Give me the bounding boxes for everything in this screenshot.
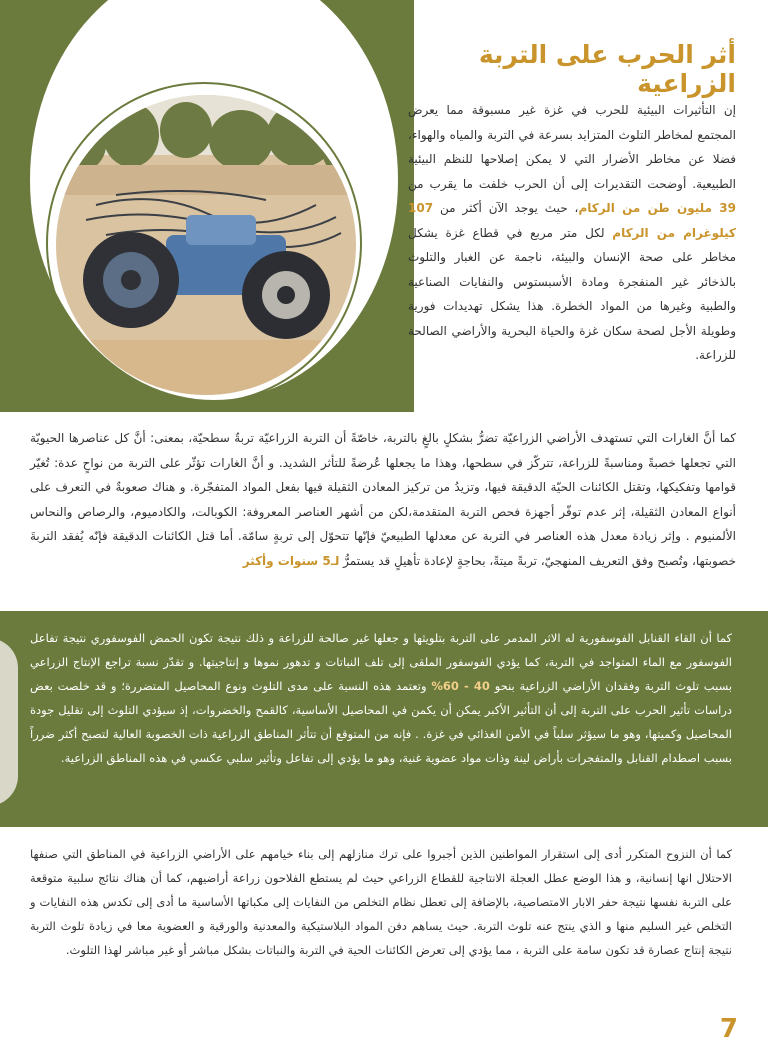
recovery-years-highlight: لـ5 سنوات وأكثر — [242, 553, 340, 568]
rubble-tons-highlight: 39 مليون طن من الركام — [578, 201, 736, 215]
production-decline-highlight: 40 - 60% — [431, 679, 490, 693]
airstrikes-text: كما أنَّ الغارات التي تستهدف الأراضي الزراعيّة تضرُّ بشكلٍ بالغٍ بالتربة، خاصّةً أن التربة الزراعيّة تربةٌ سطحيّة، بمعنى: أنَّ كل عناصرها الحيويّة التي تجعلها خصبةً ومناسبةً للزراعة، تتركّز في سطحها، وهذا ما يجعلها عُرضةً للتأثر الشديد. و أنَّ الغارات تؤثّر على التربة من نواحٍ عدة: تُغيّر قوامها وتفكيكها، وتقتل الكائنات الحيّة الدقيقة فيها، وتزيدُ من تركيز المعادن الثقيلة فيها بفعل المواد المتفجّرة. و هناك صعوبةٌ في التعرف على أنواع المعادن الثقيلة، إثر عدم توفّر أجهزة فحص التربة المتقدمة،لكن من أشهر العناصر المعروفة: الكوبالت، والكادميوم، والرصاص والنحاس الألمنيوم . وإثر زيادة معدل هذه العناصر في التربة عن معدلها الطبيعيّ فإنّها تتحوّل إلى تربةٍ سامّة. أما قتل الكائنات الدقيقة فإنّه يُفقد التربةَ خصوبتها، وتُصبح وفق التعريف المنهجيّ، تربةً ميتةً، بحاجةٍ لإعادة تأهيلٍ قد يستمرُّ — [30, 431, 736, 568]
phosphorus-text-a: كما أن القاء القنابل الفوسفورية له الاثر المدمر على التربة بتلويثها و جعلها غير صالحة للزراعة و ذلك نتيجة تكون الحمض الفوسفوري نتيجة تفاعل الفوسفور مع الماء المتواجد في التربة، كما يؤدي الفوسفور الملقى إلى تلف النباتات و تدهور نموها و إنتاجيتها. و تقدّر نسبة تراجع الإنتاج الزراعي بسبب تلوث التربة وفقدان الأراضي الزراعية بنحو — [30, 631, 733, 693]
phosphorus-text-c: وتعتمد هذه النسبة على مدى التلوث ونوع المحاصيل المتضررة؛ و قد خلصت بعض دراسات تأثير الحرب على التربة إلى أن التأثير الأكبر يمكن أن يكمن في المحاصيل الأساسية، كالقمح والخضروات، إذ سيؤدي التلوث إلى تقليل جودة المحاصيل وكميتها، وهو ما سيؤثر سلباً في الأمن الغذائي في غزة. . فإنه من المتوقع أن تتأثر المناطق الزراعية ذات الخصوبة العالية لتصبح أكثر ضرراً بسبب اصطدام القنابل والمتفجرات بأراض لينة وذات مواد عضوية غنية، وهو ما يؤدي إلى تفاعل وتأثير سلبي عكسي في هذه المناطق الزراعية. — [30, 679, 732, 765]
destroyed-tractor-photo — [56, 95, 356, 395]
intro-paragraph — [408, 98, 736, 368]
rubble-per-sqm-highlight: 107 كيلوغرام من الركام — [408, 201, 737, 240]
phosphorus-paragraph — [30, 626, 732, 770]
displacement-paragraph: كما أن النزوح المتكرر أدى إلى استقرار المواطنين الذين أجبروا على ترك منازلهم إلى بناء خيامهم على الأراضي الزراعية في المناطق التي صنفها الاحتلال انها إنسانية، و هذا الوضع عطل العجلة الانتاجية للقطاع الزراعي حيث لم يستطع الفلاحون زراعة أراضيهم، كما أن هناك نتائج سلبية متوقعة على التربة نفسها نتيجة حفر الابار الامتصاصية، بالإضافة إلى تعطل نظام التخلص من النفايات إلى مكباتها الأساسية ما أدى إلى تكدس هذه النفايات و التخلص غير السليم منها و الذي ينتج عنه تلوث التربة. حيث يساهم دفن المواد البلاستيكية والمعدنية والورقية و العضوية معا في زيادة تلوث التربة نتيجة إنتاج عصارة قد تكون سامة على التربة ، مما يؤدي إلى تعرض الكائنات الحية في التربة والنباتات بشكل مباشر أو غير مباشر لهذا التلوث. — [30, 847, 732, 957]
intro-text-a: إن التأثيرات البيئية للحرب في غزة غير مسبوقة مما يعرض المجتمع لمخاطر التلوث المتزايد بسرعة في التربة والمياه والهواء، فضلا عن مخاطر الأضرار التي لا يمكن إصلاحها للنظم البيئية الطبيعية. أوضحت التقديرات إلى أن الحرب خلفت ما يقرب من — [408, 103, 736, 191]
intro-text-e: لكل متر مربع في قطاع غزة يشكل مخاطر على صحة الإنسان والبيئة، ناجمة عن الغبار والتلوث بالذخائر غير المنفجرة ومادة الأسبستوس والنفايات الصناعية والطبية وغيرها من المواد الخطرة. هذا يشكل تهديدات فورية وطويلة الأجل لصحة سكان غزة والحياة البحرية والأراضي الصالحة للزراعة. — [408, 225, 736, 362]
page-number: 7 — [719, 1014, 738, 1044]
decorative-half-circle — [0, 638, 18, 806]
airstrikes-paragraph — [30, 426, 736, 573]
intro-text-c: ، حيث يوجد الآن أكثر من — [440, 201, 579, 215]
page-title: أثر الحرب على التربة الزراعية — [478, 40, 736, 98]
